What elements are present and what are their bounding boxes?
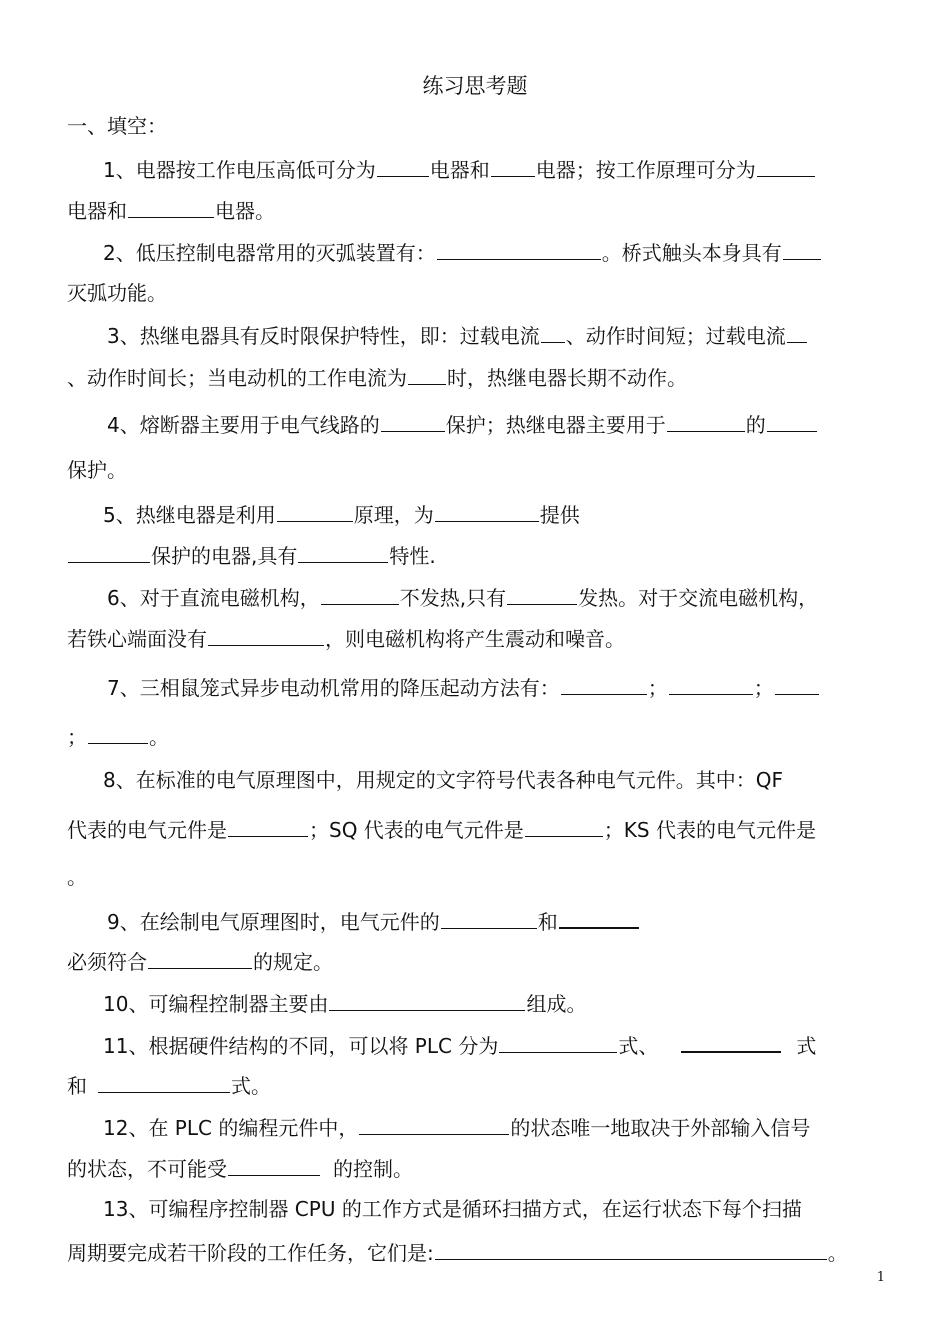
question-10-line-1: 10、可编程控制器主要由 组成。	[103, 988, 586, 1018]
answer-blank[interactable]	[491, 154, 535, 177]
answer-blank[interactable]	[381, 409, 445, 432]
answer-blank[interactable]	[437, 237, 601, 260]
answer-blank[interactable]	[408, 362, 446, 385]
answer-blank[interactable]	[757, 154, 815, 177]
answer-blank[interactable]	[98, 1070, 230, 1093]
answer-blank[interactable]	[68, 540, 150, 563]
answer-blank[interactable]	[775, 672, 819, 695]
answer-blank[interactable]	[228, 814, 308, 837]
answer-blank[interactable]	[767, 409, 817, 432]
answer-blank[interactable]	[148, 946, 252, 969]
question-12-line-1: 12、在 PLC 的编程元件中， 的状态唯一地取决于外部输入信号	[103, 1112, 810, 1142]
answer-blank[interactable]	[321, 582, 399, 605]
question-3-line-1: 3、热继电器具有反时限保护特性，即：过载电流 、动作时间短；过载电流	[107, 320, 808, 350]
question-6-line-2: 若铁心端面没有 ，则电磁机构将产生震动和噪音。	[67, 623, 625, 653]
spacer	[659, 1030, 679, 1053]
page-number: 1	[876, 1270, 885, 1285]
answer-blank[interactable]	[783, 237, 821, 260]
answer-blank[interactable]	[277, 499, 353, 522]
question-3-line-2: 、动作时间长；当电动机的工作电流为 时，热继电器长期不动作。	[67, 362, 687, 392]
answer-blank[interactable]	[507, 582, 577, 605]
question-8-line-3: 。	[67, 865, 87, 889]
answer-blank[interactable]	[499, 1030, 617, 1053]
question-7-line-1: 7、三相鼠笼式异步电动机常用的降压起动方法有： ； ；	[107, 672, 820, 702]
answer-blank[interactable]	[208, 623, 324, 646]
section-heading: 一、填空：	[67, 114, 167, 138]
answer-blank[interactable]	[128, 195, 214, 218]
question-8-line-1: 8、在标准的电气原理图中，用规定的文字符号代表各种电气元件。其中：QF	[103, 768, 783, 792]
question-2-line-2: 灭弧功能。	[67, 281, 167, 305]
answer-blank[interactable]	[88, 721, 148, 744]
answer-blank[interactable]	[435, 1237, 827, 1260]
question-8-line-2: 代表的电气元件是 ；SQ 代表的电气元件是 ；KS 代表的电气元件是	[67, 814, 816, 844]
answer-blank[interactable]	[228, 1153, 320, 1176]
question-2-line-1: 2、低压控制电器常用的灭弧装置有： 。桥式触头本身具有	[103, 237, 822, 267]
answer-blank[interactable]	[561, 672, 647, 695]
answer-blank[interactable]	[681, 1029, 781, 1053]
answer-blank[interactable]	[329, 988, 525, 1011]
question-12-line-2: 的状态，不可能受 的控制。	[67, 1153, 413, 1183]
answer-blank[interactable]	[667, 409, 745, 432]
question-13-line-2: 周期要完成若干阶段的工作任务，它们是: 。	[67, 1237, 848, 1267]
answer-blank[interactable]	[525, 814, 603, 837]
question-4-line-1: 4、熔断器主要用于电气线路的 保护；热继电器主要用于 的	[107, 409, 818, 439]
question-7-line-2: ； 。	[67, 721, 169, 751]
answer-blank[interactable]	[669, 672, 753, 695]
question-1-line-1: 1、电器按工作电压高低可分为 电器和 电器；按工作原理可分为	[103, 154, 816, 184]
question-5-line-1: 5、热继电器是利用 原理，为 提供	[103, 499, 580, 529]
page-title: 练习思考题	[422, 74, 528, 98]
answer-blank[interactable]	[441, 906, 537, 929]
answer-blank[interactable]	[377, 154, 429, 177]
answer-blank[interactable]	[359, 1112, 509, 1135]
question-11-line-2: 和 式。	[67, 1070, 271, 1100]
answer-blank[interactable]	[559, 905, 639, 929]
question-1-line-2: 电器和 电器。	[67, 195, 275, 225]
answer-blank[interactable]	[298, 540, 388, 563]
question-5-line-2: 保护的电器,具有 特性.	[67, 540, 436, 570]
question-13-line-1: 13、可编程序控制器 CPU 的工作方式是循环扫描方式，在运行状态下每个扫描	[103, 1197, 802, 1221]
question-9-line-2: 必须符合 的规定。	[67, 946, 333, 976]
question-9-line-1: 9、在绘制电气原理图时，电气元件的 和	[107, 905, 640, 936]
answer-blank[interactable]	[787, 320, 807, 343]
answer-blank[interactable]	[541, 320, 565, 343]
question-4-line-2: 保护。	[67, 458, 127, 482]
answer-blank[interactable]	[435, 499, 539, 522]
question-6-line-1: 6、对于直流电磁机构， 不发热,只有 发热。对于交流电磁机构，	[107, 582, 818, 612]
question-11-line-1: 11、根据硬件结构的不同，可以将 PLC 分为 式、 式	[103, 1029, 816, 1060]
